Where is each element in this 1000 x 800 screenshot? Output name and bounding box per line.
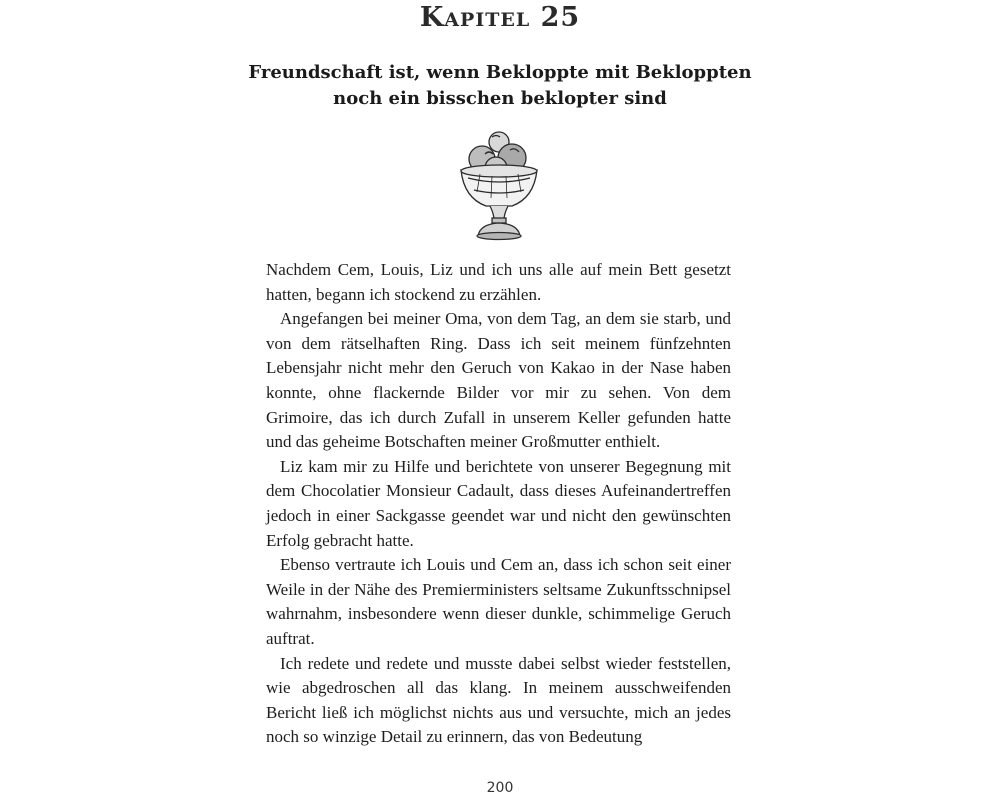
paragraph: Nachdem Cem, Louis, Liz und ich uns alle auf mein Bett gesetzt hatten, begann ich stockend zu erzählen. [266, 260, 731, 304]
paragraph: Ebenso vertraute ich Louis und Cem an, dass ich schon seit einer Weile in der Nähe des Premierministers seltsame Zukunftsschnipsel wahrnahm, insbesondere wenn dieser dunkle, schimmelige Geruch auftrat. [266, 555, 731, 648]
paragraph: Ich redete und redete und musste dabei selbst wieder feststellen, wie abgedroschen all das klang. In meinem ausschweifenden Bericht ließ ich möglichst nichts aus und versuchte, mich an jedes noch so winzige Detail zu erinnern, das von Bedeutung [266, 653, 731, 747]
paragraph: Angefangen bei meiner Oma, von dem Tag, an dem sie starb, und von dem rätselhaften Ring. Dass ich seit meinem fünfzehnten Lebensjahr nicht mehr den Geruch von Kakao in der Nase haben konnte, ohne flackernde Bilder vor mir zu sehen. Von dem Grimoire, das ich durch Zufall in unserem Keller gefunden hatte und das geheime Botschaften meiner Großmutter enthielt. [266, 309, 731, 452]
chapter-title: Kapitel 25 [419, 2, 581, 33]
page-number: 200 [486, 780, 514, 796]
ice-cream-sundae-icon [452, 124, 546, 242]
subtitle-line-2: noch ein bisschen beklopter sind [333, 88, 667, 109]
chapter-subtitle [200, 60, 800, 112]
paragraph: Liz kam mir zu Hilfe und berichtete von unserer Begegnung mit dem Chocolatier Monsieur Cadault, dass dieses Aufeinandertreffen jedoch in einer Sackgasse geendet war und nicht den gewünschten Erfolg gebracht hatte. [266, 456, 731, 550]
subtitle-line-1: Freundschaft ist, wenn Bekloppte mit Bekloppten [248, 62, 752, 83]
body-text [266, 258, 731, 750]
